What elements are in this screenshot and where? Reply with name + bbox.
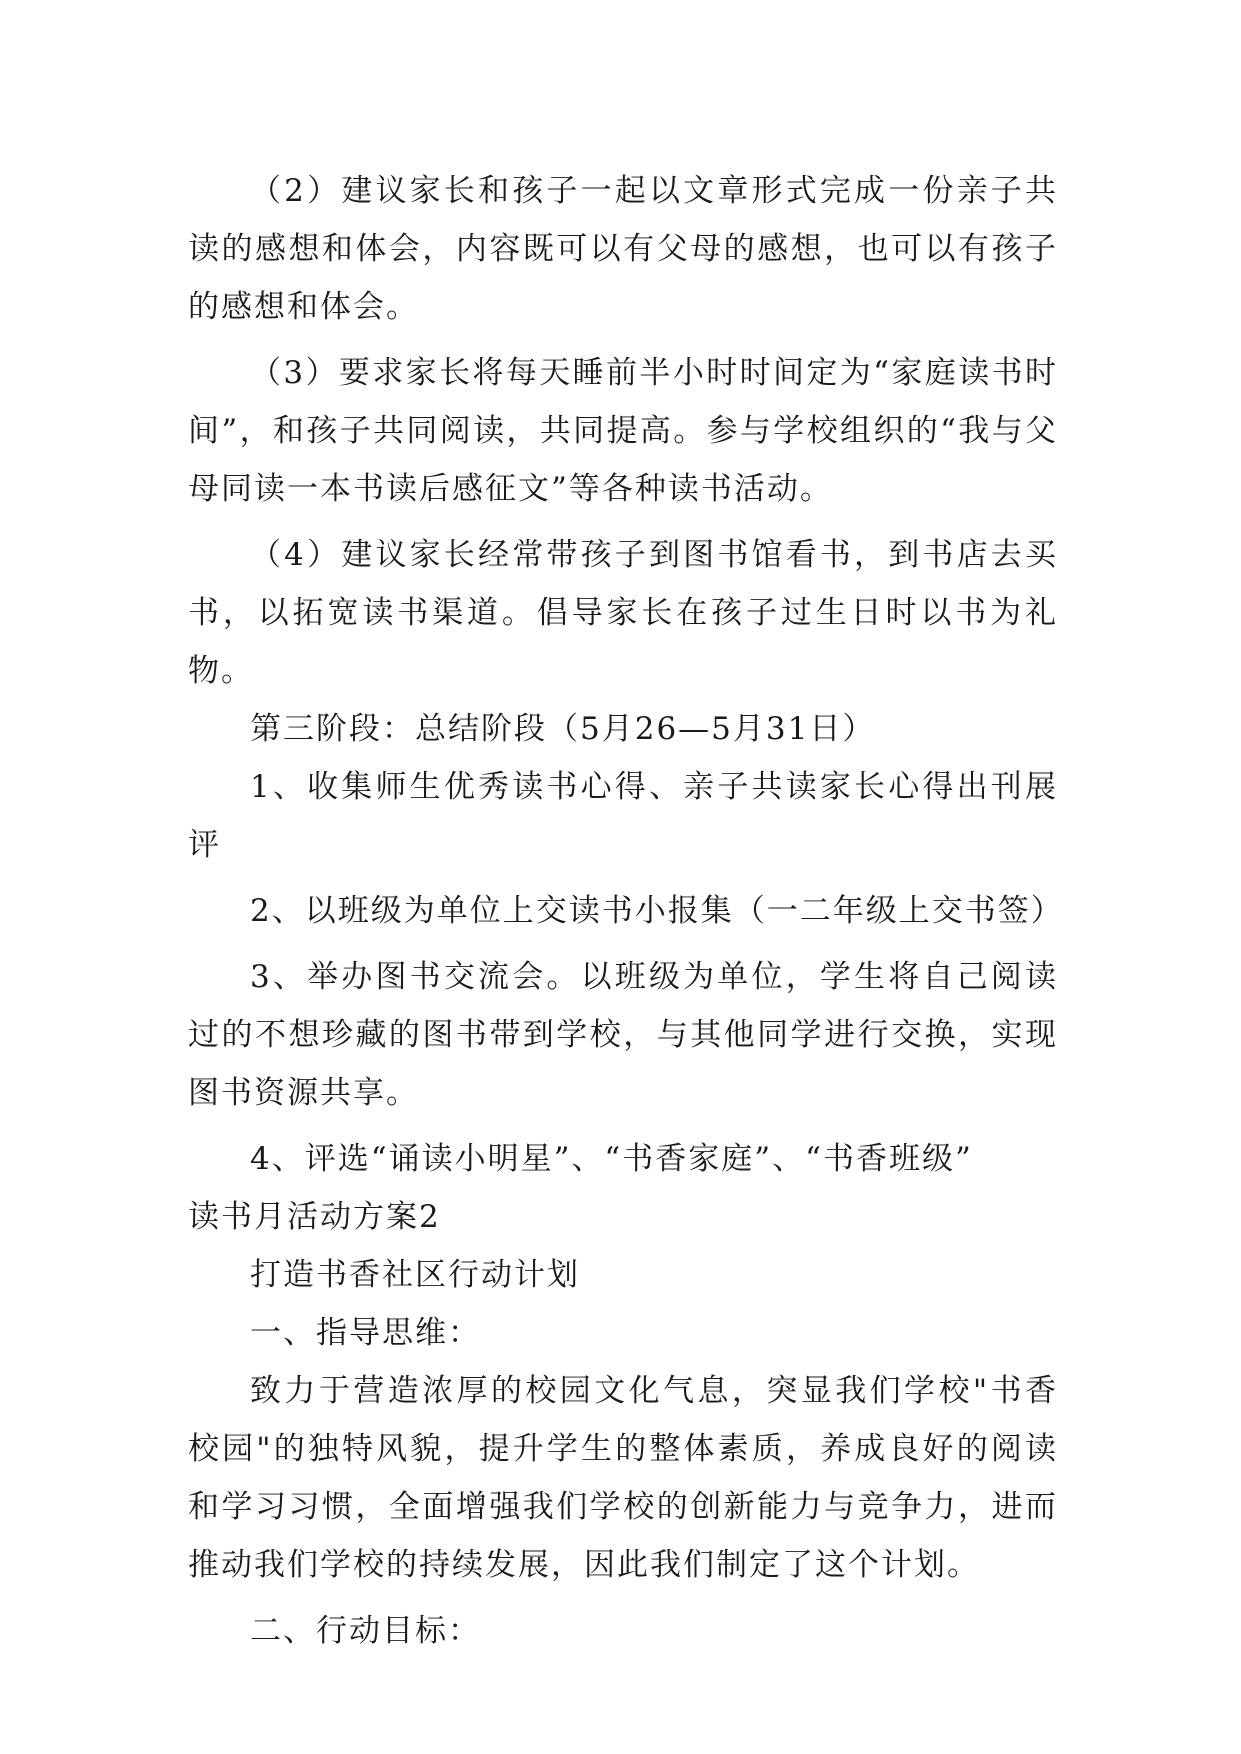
list-item-collect-notes: 1、收集师生优秀读书心得、亲子共读家长心得出刊展评 [188,769,1058,863]
document-body [188,162,1064,1660]
paragraph-family-reading-time: （3）要求家长将每天睡前半小时时间定为“家庭读书时间”，和孩子共同阅读，共同提高。参与学校组织的“我与父母同读一本书读后感征文”等各种读书活动。 [188,355,1058,507]
stage-three-heading: 第三阶段：总结阶段（5月26—5月31日） [250,711,876,747]
paragraph-library-visits: （4）建议家长经常带孩子到图书馆看书，到书店去买书，以拓宽读书渠道。倡导家长在孩子过生日时以书为礼物。 [188,537,1058,689]
heading-guiding-thought: 一、指导思维： [250,1315,481,1351]
paragraph-parent-reflection: （2）建议家长和孩子一起以文章形式完成一份亲子共读的感想和体会，内容既可以有父母的感想，也可以有孩子的感想和体会。 [188,173,1058,325]
paragraph-guiding-thought: 致力于营造浓厚的校园文化气息，突显我们学校"书香校园"的独特风貌，提升学生的整体素质，养成良好的阅读和学习习惯，全面增强我们学校的创新能力与竞争力，进而推动我们学校的持续发展，因此我们制定了这个计划。 [188,1373,1058,1583]
section-title-plan-2: 读书月活动方案2 [188,1199,441,1235]
list-item-book-exchange: 3、举办图书交流会。以班级为单位，学生将自己阅读过的不想珍藏的图书带到学校，与其他同学进行交换，实现图书资源共享。 [188,959,1058,1111]
list-item-class-newspapers: 2、以班级为单位上交读书小报集（一二年级上交书签） [250,893,1064,929]
plan-title: 打造书香社区行动计划 [250,1257,580,1293]
heading-action-goals: 二、行动目标： [250,1613,481,1649]
list-item-awards: 4、评选“诵读小明星”、“书香家庭”、“书香班级” [250,1141,973,1177]
